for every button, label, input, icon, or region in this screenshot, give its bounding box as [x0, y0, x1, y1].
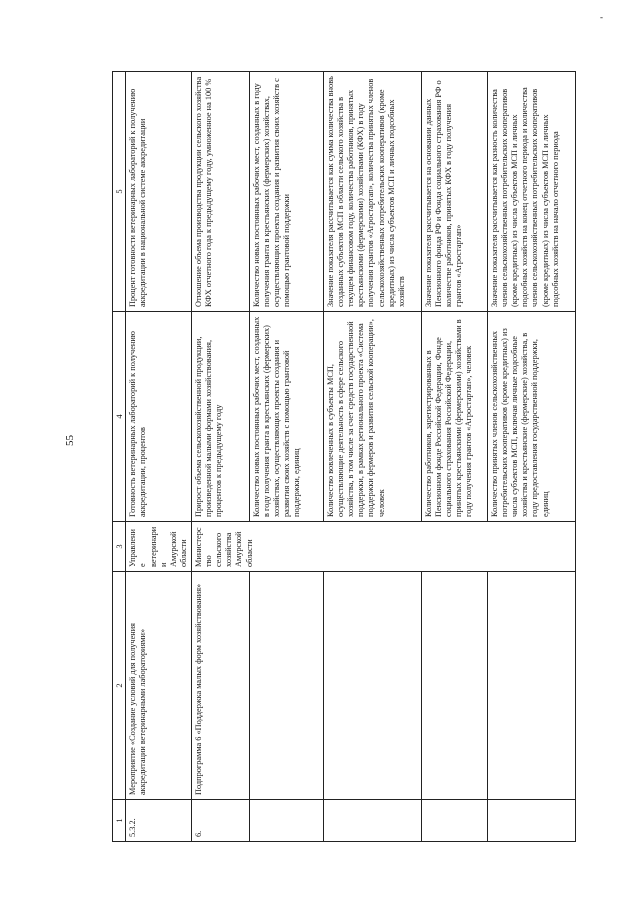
- method: Процент готовности ветеринарных лабораторий к получению аккредитации в национальной системе аккредитации: [126, 72, 192, 312]
- row-number: [324, 800, 422, 842]
- rotated-sheet: [112, 72, 560, 842]
- table-row: [126, 72, 192, 842]
- event-name: [422, 572, 488, 800]
- corner-mark: -: [600, 12, 603, 22]
- row-number: [488, 800, 576, 842]
- header-cell: 3: [113, 522, 126, 572]
- header-cell: 5: [113, 72, 126, 312]
- executor: Управление ветеринарии Амурской области: [126, 522, 192, 572]
- indicator: Количество новых постоянных рабочих мест, созданных в году получения гранта в крестьянских (фермерских) хозяйствах, осуществляющих проекты создания и развития своих хозяйств с помощью грантовой поддержки, единиц: [250, 312, 324, 522]
- header-cell: 1: [113, 800, 126, 842]
- indicator: Количество вовлеченных в субъекты МСП, осуществляющие деятельность в сфере сельского хозяйства, в том числе за счет средств государственной поддержки, в рамках регионального проекта «Система поддержки фермеров и развития сельской кооперации», человек: [324, 312, 422, 522]
- page-number: 55: [64, 435, 76, 446]
- table-header-row: [113, 72, 126, 842]
- row-number: [422, 800, 488, 842]
- table-row: [192, 72, 250, 842]
- table-row: [324, 72, 422, 842]
- indicator: Количество работников, зарегистрированных в Пенсионном фонде Российской Федерации, Фонде социального страхования Российской Федерации, принятых крестьянскими (фермерскими) хозяйствами в году получения грантов «Агростартап», человек: [422, 312, 488, 522]
- row-number: 5.3.2.: [126, 800, 192, 842]
- event-name: [324, 572, 422, 800]
- method: Значение показателя рассчитывается на основании данных Пенсионного фонда РФ и Фонда социального страхования РФ о количестве работников, принятых КФХ в году получения грантов «Агростартап»: [422, 72, 488, 312]
- row-number: 6.: [192, 800, 250, 842]
- indicator: Готовность ветеринарных лабораторий к получению аккредитации, процентов: [126, 312, 192, 522]
- event-name: Мероприятие «Создание условий для получения аккредитации ветеринарными лабораториями»: [126, 572, 192, 800]
- indicator: Прирост объема сельскохозяйственной продукции, произведенной малыми формами хозяйствования, процентов к предыдущему году: [192, 312, 250, 522]
- table-row: [250, 72, 324, 842]
- event-name: [250, 572, 324, 800]
- table-row: [488, 72, 576, 842]
- header-cell: 2: [113, 572, 126, 800]
- method: Отношение объема производства продукции сельского хозяйства КФХ отчетного года к предыдущему году, умноженное на 100 %: [192, 72, 250, 312]
- method: Количество новых постоянных рабочих мест, созданных в году получения гранта в крестьянских (фермерских) хозяйствах, осуществляющих проекты создания и развития своих хозяйств с помощью грантовой поддержки: [250, 72, 324, 312]
- header-cell: 4: [113, 312, 126, 522]
- executor: Министерство сельского хозяйства Амурской области: [192, 522, 576, 572]
- event-name: Подпрограмма 6 «Поддержка малых форм хозяйствования»: [192, 572, 250, 800]
- method: Значение показателя рассчитывается как разность количества членов сельскохозяйственных потребительских кооперативов (кроме кредитных) из числа субъектов МСП и личных подсобных хозяйств на конец отчетного периода и количества членов сельскохозяйственных потребительских кооперативов (кроме кредитных) из числа субъектов МСП и личных подсобных хозяйств на начало отчетного периода: [488, 72, 576, 312]
- row-number: [250, 800, 324, 842]
- table-row: [422, 72, 488, 842]
- method: Значение показателя рассчитывается как сумма количества вновь созданных субъектов МСП в области сельского хозяйства в текущем финансовом году, количества работников, принятых крестьянскими (фермерскими) хозяйствами (КФХ) в году получения грантов «Агростартап», количества принятых членов сельскохозяйственных потребительских кооперативов (кроме кредитных) из числа субъектов МСП и личных подсобных хозяйств: [324, 72, 422, 312]
- indicator: Количество принятых членов сельскохозяйственных потребительских кооперативов (кроме кредитных) из числа субъектов МСП, включая личные подсобные хозяйства и крестьянские (фермерские) хозяйства, в году предоставления государственной поддержки, единиц: [488, 312, 576, 522]
- indicator-table: [112, 71, 576, 842]
- event-name: [488, 572, 576, 800]
